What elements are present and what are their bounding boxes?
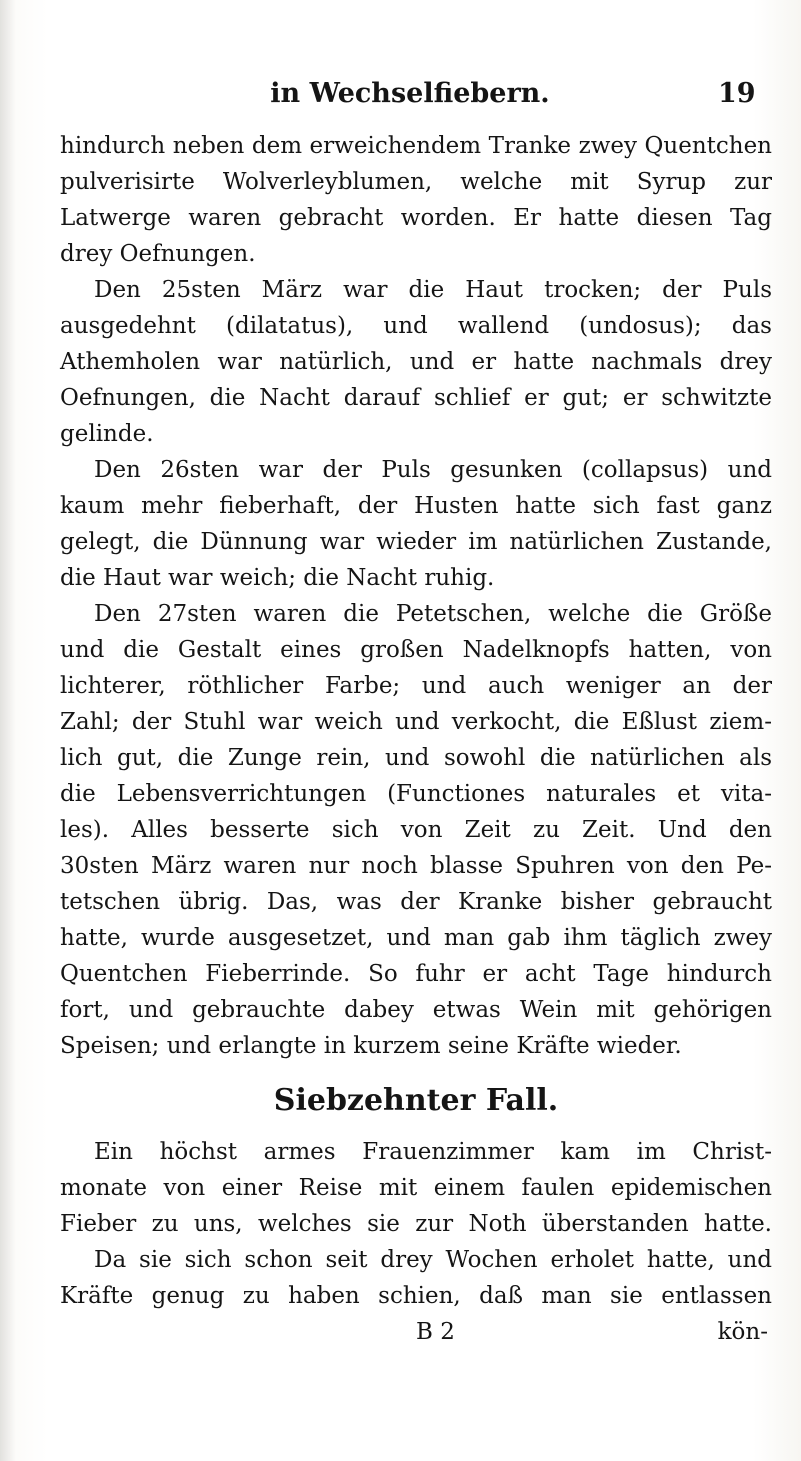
body-text xyxy=(60,128,772,1350)
text-line: Den 26sten war der Puls gesunken (collapsus) und xyxy=(94,457,772,483)
text-line: Zahl; der Stuhl war weich und verkocht, die Eßlust ziem- xyxy=(60,709,772,735)
text-line: lichterer, röthlicher Farbe; und auch weniger an der xyxy=(60,673,772,699)
text-line: Fieber zu uns, welches sie zur Noth überstanden hatte. xyxy=(60,1211,772,1237)
text-line: hindurch neben dem erweichendem Tranke zwey Quentchen xyxy=(60,133,772,159)
page-gutter-shadow xyxy=(0,0,16,1461)
text-line: Quentchen Fieberrinde. So fuhr er acht Tage hindurch xyxy=(60,961,772,987)
text-line: Ein höchst armes Frauenzimmer kam im Christ- xyxy=(94,1139,772,1165)
text-line: die Lebensverrichtungen (Functiones naturales et vita- xyxy=(60,781,772,807)
text-line: ausgedehnt (dilatatus), und wallend (undosus); das xyxy=(60,313,772,339)
page-number: 19 xyxy=(718,78,756,109)
catchword: kön- xyxy=(717,1319,768,1345)
page-footer xyxy=(60,1314,772,1350)
text-line: die Haut war weich; die Nacht ruhig. xyxy=(60,565,495,591)
text-line: lich gut, die Zunge rein, und sowohl die natürlichen als xyxy=(60,745,772,771)
page-header xyxy=(0,78,801,118)
text-line: Speisen; und erlangte in kurzem seine Kräfte wieder. xyxy=(60,1033,682,1059)
text-line: gelinde. xyxy=(60,421,154,447)
text-line: Athemholen war natürlich, und er hatte nachmals drey xyxy=(60,349,772,375)
text-line: gelegt, die Dünnung war wieder im natürlichen Zustande, xyxy=(60,529,772,555)
running-title: in Wechselfiebern. xyxy=(270,78,550,109)
text-line: fort, und gebrauchte dabey etwas Wein mit gehörigen xyxy=(60,997,772,1023)
text-line: monate von einer Reise mit einem faulen epidemischen xyxy=(60,1175,772,1201)
signature-mark: B 2 xyxy=(416,1319,455,1345)
text-line: Kräfte genug zu haben schien, daß man sie entlassen xyxy=(60,1283,772,1309)
text-line: tetschen übrig. Das, was der Kranke bisher gebraucht xyxy=(60,889,772,915)
text-line: Latwerge waren gebracht worden. Er hatte diesen Tag xyxy=(60,205,772,231)
text-line: kaum mehr fieberhaft, der Husten hatte sich fast ganz xyxy=(60,493,772,519)
text-line: Da sie sich schon seit drey Wochen erholet hatte, und xyxy=(94,1247,772,1273)
text-line: hatte, wurde ausgesetzet, und man gab ihm täglich zwey xyxy=(60,925,772,951)
text-line: Oefnungen, die Nacht darauf schlief er gut; er schwitzte xyxy=(60,385,772,411)
text-line: les). Alles besserte sich von Zeit zu Zeit. Und den xyxy=(60,817,772,843)
text-line: drey Oefnungen. xyxy=(60,241,256,267)
text-line: Den 27sten waren die Petetschen, welche die Größe xyxy=(94,601,772,627)
text-line: 30sten März waren nur noch blasse Spuhren von den Pe- xyxy=(60,853,772,879)
text-line: pulverisirte Wolverleyblumen, welche mit Syrup zur xyxy=(60,169,772,195)
text-line: Den 25sten März war die Haut trocken; der Puls xyxy=(94,277,772,303)
text-line: und die Gestalt eines großen Nadelknopfs hatten, von xyxy=(60,637,772,663)
section-heading: Siebzehnter Fall. xyxy=(273,1083,559,1118)
